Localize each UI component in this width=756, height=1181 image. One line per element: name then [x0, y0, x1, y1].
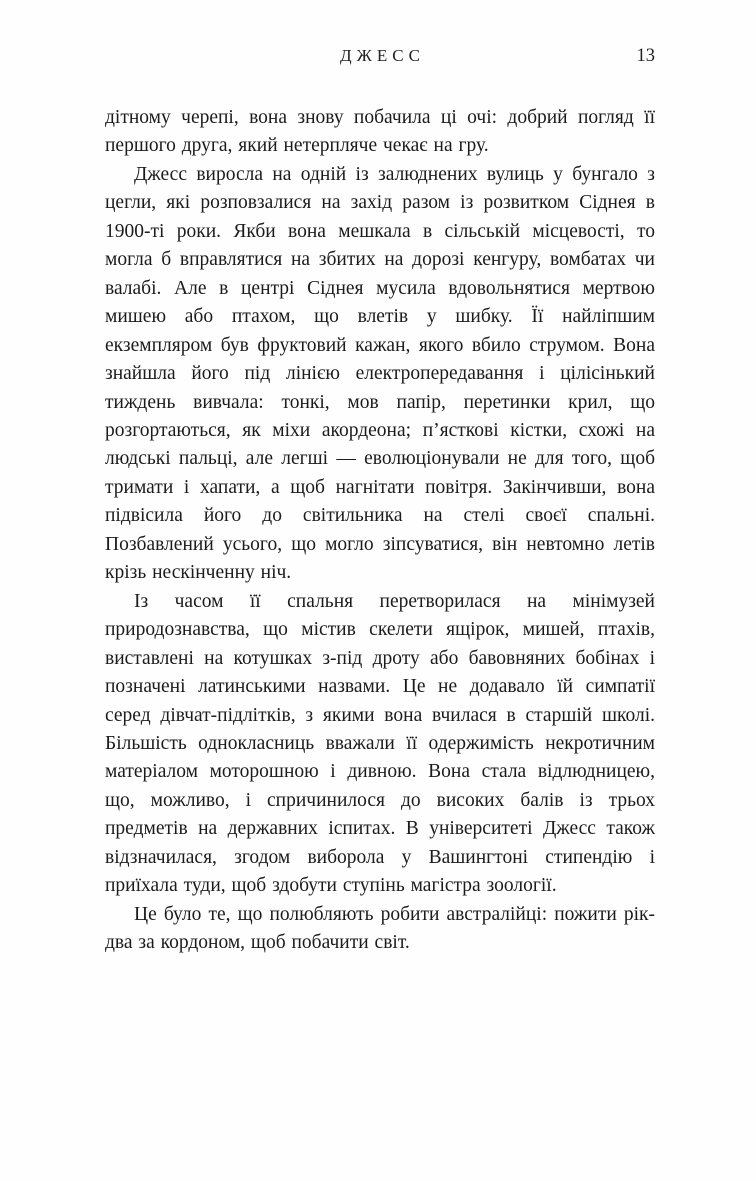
page-number: 13: [636, 46, 655, 66]
paragraph: дітному черепі, вона знову побачила ці очі: добрий погляд її першого друга, який нетерпляче чекає на гру.: [105, 107, 655, 157]
text-block: [105, 104, 655, 958]
page-header: [105, 46, 655, 70]
paragraph: Це було те, що полюбляють робити австралійці: пожити рік-два за кордоном, щоб побачити світ.: [105, 903, 655, 954]
paragraph: Із часом її спальня перетворилася на мінімузей природознавства, що містив скелети ящірок, мишей, птахів, виставлені на котушках з-під дроту або бавовняних бобінах і позначені латинськими назвами. Це не додавало їй симпатії серед дівчат-підлітків, з якими вона вчилася в старшій школі. Більшість однокласниць вважали її одержимість некротичним матеріалом моторошною і дивною. Вона стала відлюдницею, що, можливо, і спричинилося до високих балів із трьох предметів на державних іспитах. В університеті Джесс також відзначилася, згодом виборола у Вашингтоні стипендію і приїхала туди, щоб здобути ступінь магістра зоології.: [105, 590, 655, 897]
paragraph: Джесс виросла на одній із залюднених вулиць у бунгало з цегли, які розповзалися на захід разом із розвитком Сіднея в 1900-ті роки. Якби вона мешкала в сільській місцевості, то могла б вправлятися на збитих на дорозі кенгуру, вомбатах чи валабі. Але в центрі Сіднея мусила вдовольнятися мертвою мишею або птахом, що влетів у шибку. Її найліпшим екземпляром був фруктовий кажан, якого вбило струмом. Вона знайшла його під лінією електропередавання і цілісінький тиждень вивчала: тонкі, мов папір, перетинки крил, що розгортаються, як міхи акордеона; п’ясткові кістки, схожі на людські пальці, але легші — еволюціонували не для того, щоб тримати і хапати, а щоб нагнітати повітря. Закінчивши, вона підвісила його до світильника на стелі своєї спальні. Позбавлений усього, що могло зіпсуватися, він невтомно летів крізь нескінченну ніч.: [105, 163, 655, 584]
running-title: ДЖЕСС: [340, 46, 425, 65]
